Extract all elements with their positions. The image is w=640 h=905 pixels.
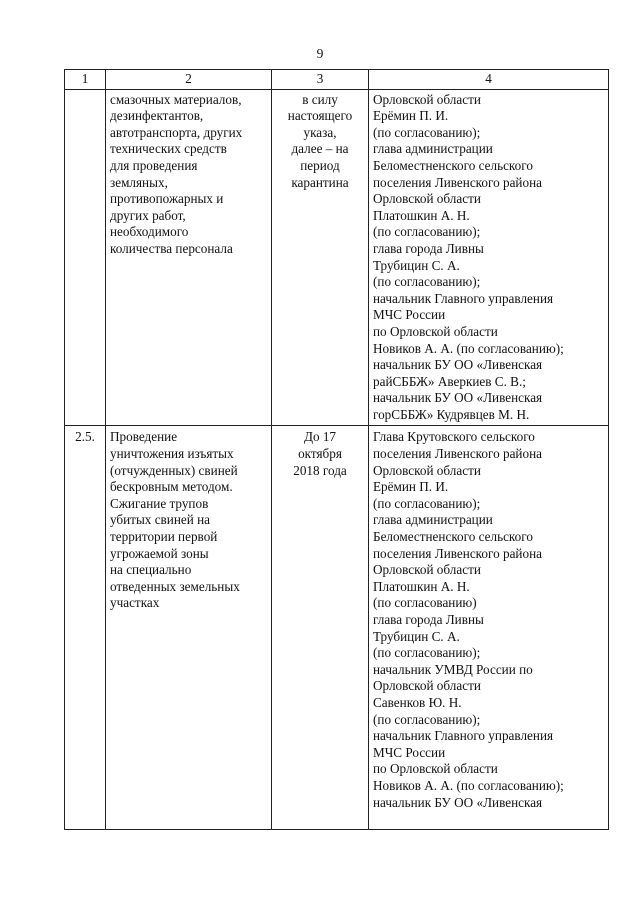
text-line: поселения Ливенского района	[373, 446, 542, 462]
text-line: глава города Ливны	[373, 612, 484, 627]
text-line: уничтожения изъятых	[110, 446, 234, 462]
text-line: (отчужденных) свиней	[110, 462, 238, 478]
text-line: в силу	[302, 91, 338, 107]
text-line: (по согласованию);	[373, 645, 481, 661]
responsible-cell	[369, 89, 609, 426]
text-line: участках	[110, 595, 160, 611]
text-line: До 17	[303, 429, 337, 445]
column-header-4: 4	[369, 70, 609, 90]
text-line: технических средств	[110, 141, 227, 157]
deadline-cell	[272, 89, 369, 426]
text-line: Трубицин С. А.	[373, 628, 460, 644]
text-line: райСББЖ» Аверкиев С. В.;	[373, 373, 526, 389]
text-line: (по согласованию);	[373, 124, 481, 140]
text-line: глава города Ливны	[373, 240, 484, 256]
text-line: начальник БУ ОО «Ливенская	[373, 390, 543, 406]
measures-table	[64, 69, 609, 830]
deadline-cell	[272, 426, 369, 830]
text-line: смазочных материалов,	[110, 91, 242, 107]
text-line: далее – на	[291, 141, 349, 157]
text-line: указа,	[303, 124, 337, 140]
text-line: МЧС России	[373, 744, 446, 760]
text-line: Орловской области	[373, 91, 481, 107]
text-line: Трубицин С. А.	[373, 257, 460, 273]
text-line: поселения Ливенского района	[373, 174, 542, 190]
text-line: начальник БУ ОО «Ливенская	[373, 794, 543, 810]
text-line: 2018 года	[293, 462, 347, 478]
text-line: Орловской области	[373, 678, 481, 694]
text-line: настоящего	[287, 108, 353, 124]
text-line: начальник БУ ОО «Ливенская	[373, 357, 543, 373]
text-line: Ерёмин П. И.	[373, 108, 449, 124]
text-line: начальник УМВД России по	[373, 661, 533, 677]
column-header-2: 2	[106, 70, 272, 90]
text-line: Платошкин А. Н.	[373, 578, 470, 594]
text-line: Беломестненского сельского	[373, 157, 533, 173]
activity-cell	[106, 89, 272, 426]
text-line: автотранспорта, других	[110, 124, 243, 140]
text-line: по Орловской области	[373, 323, 498, 339]
table-row	[65, 426, 609, 830]
text-line: (по согласованию);	[373, 495, 481, 511]
table-header-row	[65, 70, 609, 90]
text-line: Ерёмин П. И.	[373, 479, 449, 495]
text-line: Проведение	[110, 429, 178, 445]
text-line: убитых свиней на	[110, 512, 211, 528]
text-line: для проведения	[110, 157, 198, 173]
responsible-cell	[369, 426, 609, 830]
text-line: (по согласованию);	[373, 274, 481, 290]
text-line: Беломестненского сельского	[373, 529, 533, 545]
text-line: на специально	[110, 562, 192, 578]
text-line: бескровным методом.	[110, 479, 233, 495]
text-line: противопожарных и	[110, 191, 224, 207]
text-line: территории первой	[110, 529, 218, 545]
text-line: поселения Ливенского района	[373, 545, 542, 561]
page-number: 9	[316, 46, 324, 61]
text-line: (по согласованию)	[373, 595, 477, 611]
text-line: по Орловской области	[373, 761, 498, 777]
text-line: угрожаемой зоны	[110, 545, 209, 561]
text-line: глава администрации	[373, 141, 493, 157]
text-line: (по согласованию);	[373, 711, 481, 727]
text-line: горСББЖ» Кудрявцев М. Н.	[373, 406, 530, 422]
text-line: октября	[298, 446, 342, 462]
text-line: Сжигание трупов	[110, 495, 209, 511]
column-header-1: 1	[65, 70, 106, 90]
text-line: Орловской области	[373, 562, 481, 578]
text-line: других работ,	[110, 207, 186, 223]
row-number-cell: 2.5.	[65, 426, 106, 830]
text-line: Орловской области	[373, 191, 481, 207]
table-row	[65, 89, 609, 426]
text-line: Новиков А. А. (по согласованию);	[373, 340, 564, 356]
row-number-cell	[65, 89, 106, 426]
text-line: начальник Главного управления	[373, 290, 554, 306]
text-line: глава администрации	[373, 512, 493, 528]
text-line: количества персонала	[110, 240, 233, 256]
text-line: Платошкин А. Н.	[373, 207, 470, 223]
text-line: необходимого	[110, 224, 189, 240]
text-line: Орловской области	[373, 462, 481, 478]
text-line: период	[300, 157, 340, 173]
text-line: дезинфектантов,	[110, 108, 204, 124]
text-line: начальник Главного управления	[373, 728, 554, 744]
column-header-3: 3	[272, 70, 369, 90]
text-line: МЧС России	[373, 307, 446, 323]
text-line: Новиков А. А. (по согласованию);	[373, 777, 564, 793]
text-line: Савенков Ю. Н.	[373, 694, 462, 710]
text-line: отведенных земельных	[110, 578, 240, 594]
text-line: земляных,	[110, 174, 168, 190]
text-line: Глава Крутовского сельского	[373, 429, 535, 445]
text-line: карантина	[291, 174, 349, 190]
activity-cell	[106, 426, 272, 830]
text-line: (по согласованию);	[373, 224, 481, 240]
